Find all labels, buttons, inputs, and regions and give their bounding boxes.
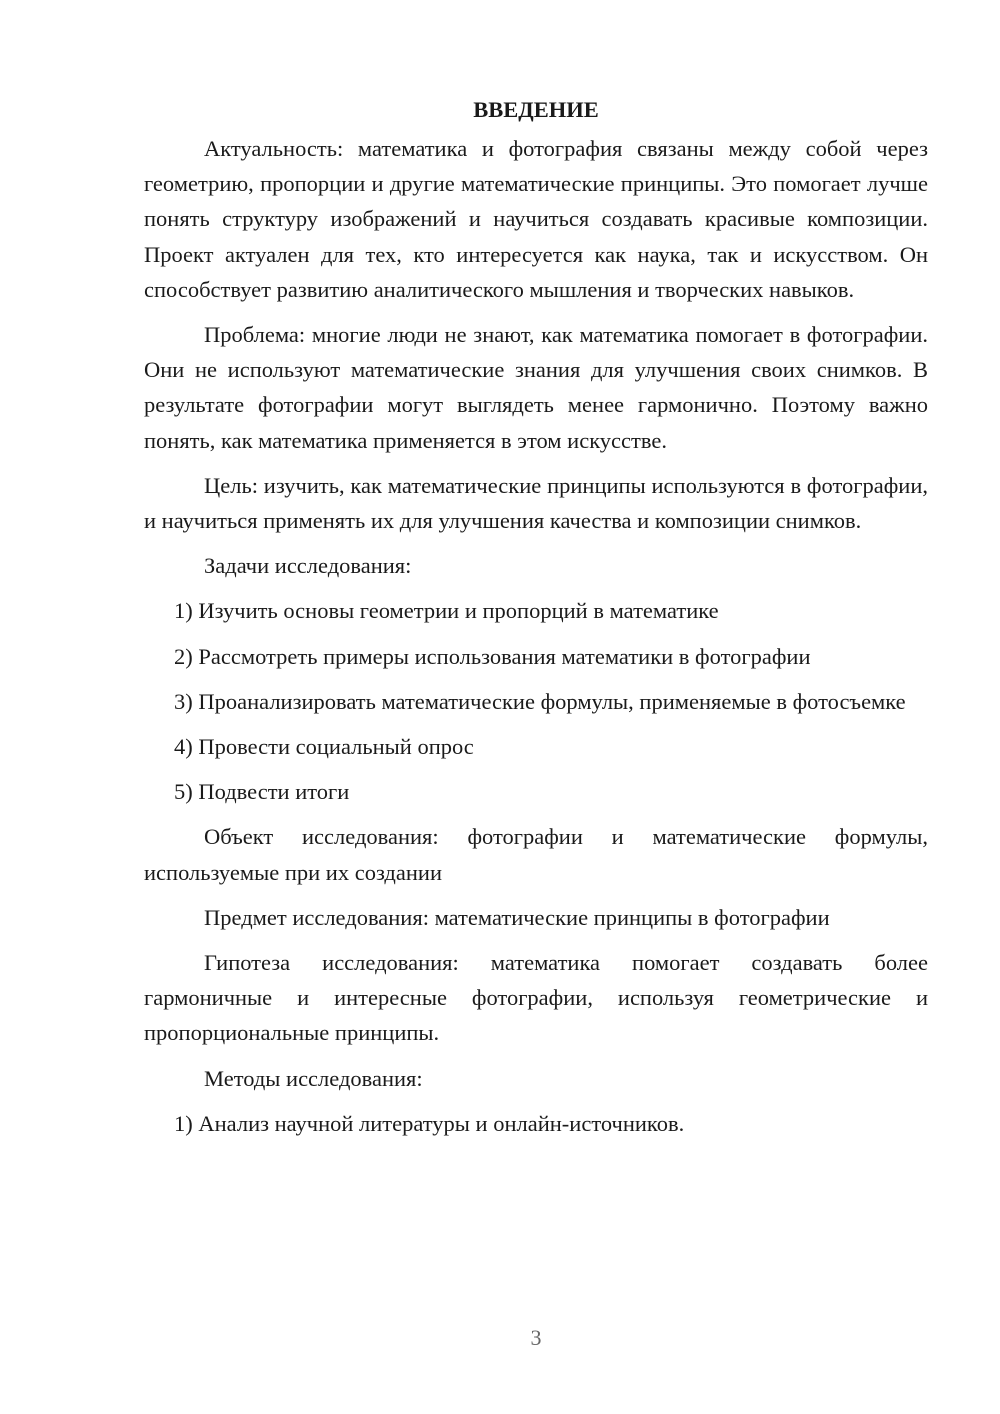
task-item-2: 2) Рассмотреть примеры использования математики в фотографии <box>174 643 811 669</box>
task-item-4: 4) Провести социальный опрос <box>174 734 474 760</box>
subject-paragraph: Предмет исследования: математические принципы в фотографии <box>204 904 830 930</box>
methods-heading: Методы исследования: <box>204 1065 423 1091</box>
page-content <box>144 92 928 1151</box>
object-paragraph: Объект исследования: фотографии и математические формулы, используемые при их создании <box>144 824 928 885</box>
task-item-1: 1) Изучить основы геометрии и пропорций в математике <box>174 598 719 624</box>
page-number: 3 <box>530 1325 542 1350</box>
task-item-3: 3) Проанализировать математические формулы, применяемые в фотосъемке <box>174 688 906 714</box>
problem-paragraph: Проблема: многие люди не знают, как математика помогает в фотографии. Они не используют математические знания для улучшения своих снимков. В результате фотографии могут выглядеть менее гармонично. Поэтому важно понять, как математика применяется в этом искусстве. <box>144 322 928 453</box>
goal-paragraph: Цель: изучить, как математические принципы используются в фотографии, и научиться применять их для улучшения качества и композиции снимков. <box>144 472 928 534</box>
task-item-5: 5) Подвести итоги <box>174 779 350 805</box>
relevance-paragraph: Актуальность: математика и фотография связаны между собой через геометрию, пропорции и другие математические принципы. Это помогает лучше понять структуру изображений и научиться создавать красивые композиции. Проект актуален для тех, кто интересуется как наука, так и искусством. Он способствует развитию аналитического мышления и творческих навыков. <box>144 136 928 302</box>
section-heading: ВВЕДЕНИЕ <box>473 97 599 122</box>
tasks-heading: Задачи исследования: <box>204 553 412 579</box>
hypothesis-paragraph: Гипотеза исследования: математика помогает создавать более гармоничные и интересные фотографии, используя геометрические и пропорциональные принципы. <box>144 950 928 1046</box>
method-item-1: 1) Анализ научной литературы и онлайн-источников. <box>174 1110 685 1136</box>
